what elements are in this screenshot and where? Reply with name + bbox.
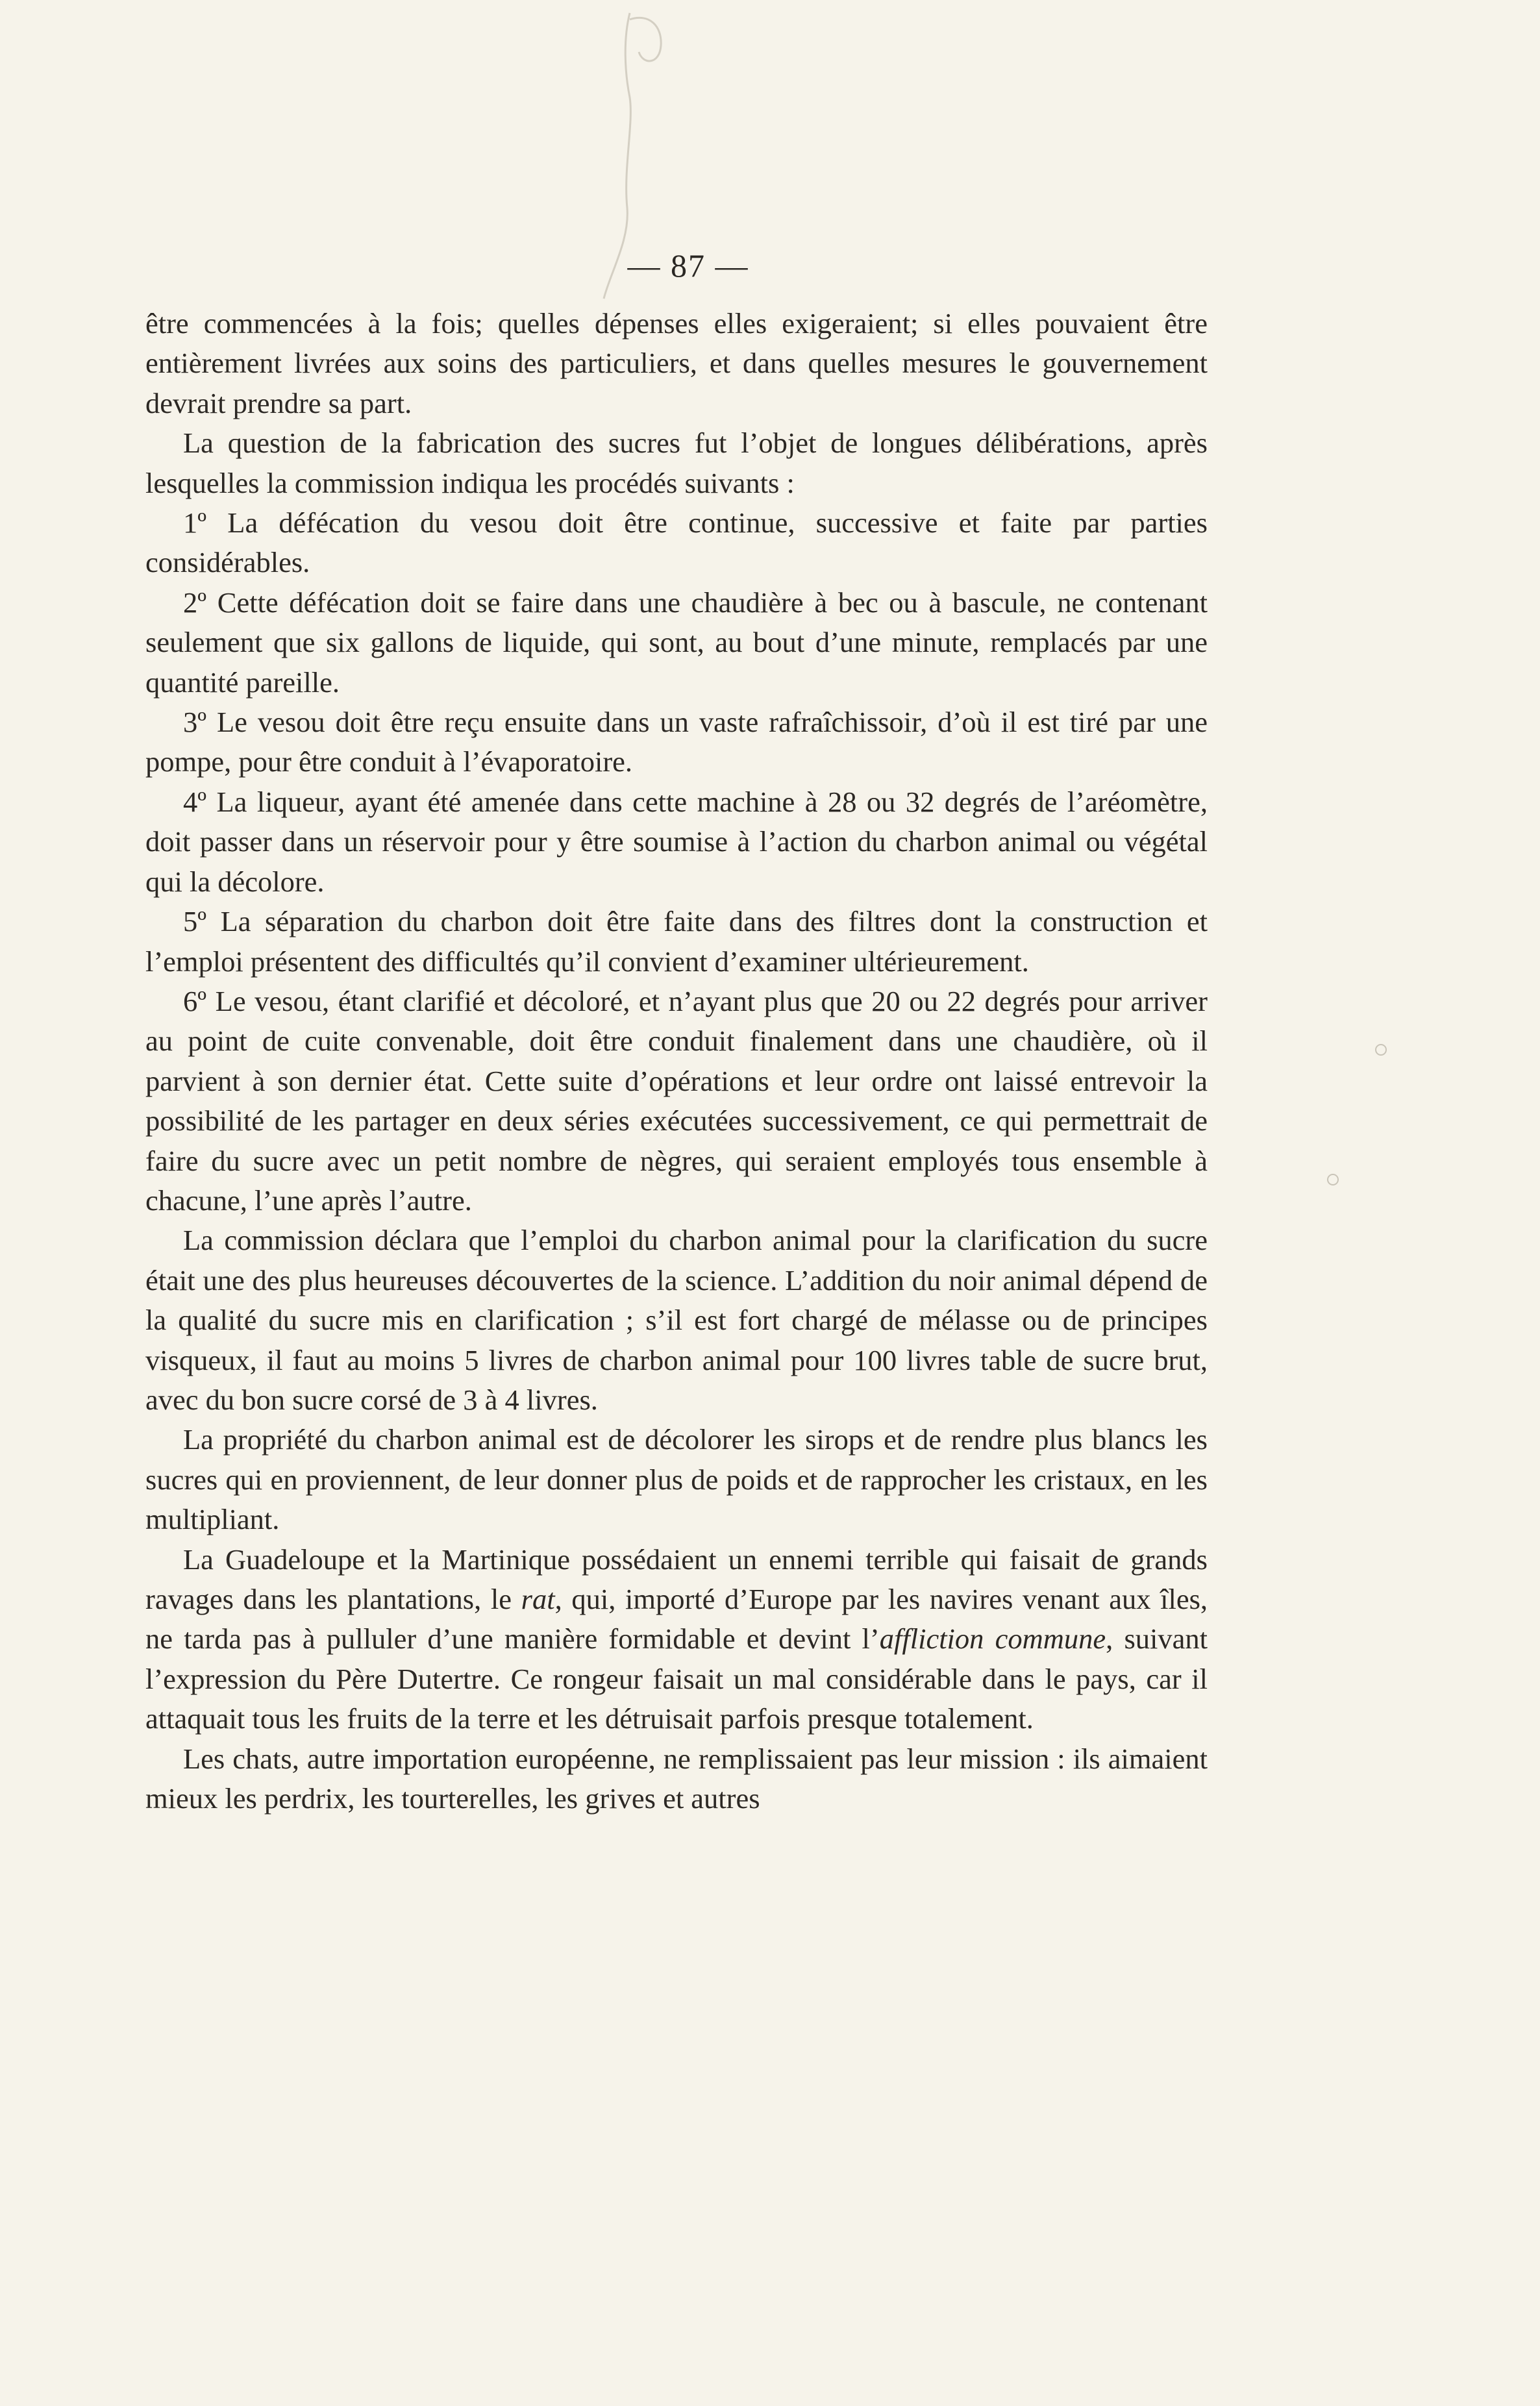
paragraph: La commission déclara que l’emploi du charbon animal pour la clarification du sucre était une des plus heureuses découvertes de la science. L’addition du noir animal dépend de la qualité du sucre mis en clarification ; s’il est fort chargé de mélasse ou de principes visqueux, il faut au moins 5 livres de charbon animal pour 100 livres table de sucre brut, avec du bon sucre corsé de 3 à 4 livres. — [145, 1224, 1208, 1416]
italic-word-rat: rat — [521, 1583, 555, 1615]
paragraph: 1º La défécation du vesou doit être continue, successive et faite par parties considérables. — [145, 506, 1208, 579]
paragraph-text: , suivant l’expression du Père Dutertre. Ce rongeur faisait un mal considérable dans le pays, car il attaquait tous les fruits de la terre et les détruisait parfois presque totalement. — [145, 1622, 1208, 1735]
paragraph: 4º La liqueur, ayant été amenée dans cette machine à 28 ou 32 degrés de l’aréomètre, doit passer dans un réservoir pour y être soumise à l’action du charbon animal ou végétal qui la décolore. — [145, 785, 1208, 898]
paragraph-text: , qui, importé d’Europe par les navires venant aux îles, ne tarda pas à pulluler d’une manière formidable et devint l’ — [145, 1583, 1208, 1656]
paragraph: La question de la fabrication des sucres fut l’objet de longues délibérations, après lesquelles la commission indiqua les procédés suivants : — [145, 427, 1208, 499]
paragraph: La propriété du charbon animal est de décolorer les sirops et de rendre plus blancs les sucres qui en proviennent, de leur donner plus de poids et de rapprocher les cristaux, en les multipliant. — [145, 1423, 1208, 1536]
paragraph: 6º Le vesou, étant clarifié et décoloré, et n’ayant plus que 20 ou 22 degrés pour arriver au point de cuite convenable, doit être conduit finalement dans une chaudière, où il parvient à son dernier état. Cette suite d’opérations et leur ordre ont laissé entrevoir la possibilité de les partager en deux séries exécutées successivement, ce qui permettrait de faire du sucre avec un petit nombre de nègres, qui seraient employés tous ensemble à chacune, l’une après l’autre. — [145, 984, 1208, 1217]
paragraph: être commencées à la fois; quelles dépenses elles exigeraient; si elles pouvaient être entièrement livrées aux soins des particuliers, et dans quelles mesures le gouvernement devrait prendre sa part. — [145, 307, 1208, 419]
page-number: — 87 — — [627, 247, 749, 284]
paragraph-rats — [145, 1540, 1208, 1739]
paragraph: Les chats, autre importation européenne, ne remplissaient pas leur mission : ils aimaient mieux les perdrix, les tourterelles, les grives et autres — [145, 1742, 1208, 1815]
margin-dot-mark — [1327, 1174, 1339, 1185]
paragraph: 2º Cette défécation doit se faire dans une chaudière à bec ou à bascule, ne contenant seulement que six gallons de liquide, qui sont, au bout d’une minute, remplacés par une quantité pareille. — [145, 586, 1208, 699]
paragraph: 5º La séparation du charbon doit être faite dans des filtres dont la construction et l’emploi présentent des difficultés qu’il convient d’examiner ultérieurement. — [145, 905, 1208, 978]
body-text — [145, 304, 1208, 1818]
margin-dot-mark — [1375, 1044, 1387, 1056]
italic-phrase-affliction: affliction commune — [879, 1622, 1106, 1656]
paragraph-text: La Guadeloupe et la Martinique possédaient un ennemi terrible qui faisait de grands ravages dans les plantations, le — [145, 1543, 1208, 1615]
paragraph: 3º Le vesou doit être reçu ensuite dans un vaste rafraîchissoir, d’où il est tiré par une pompe, pour être conduit à l’évaporatoire. — [145, 706, 1208, 778]
